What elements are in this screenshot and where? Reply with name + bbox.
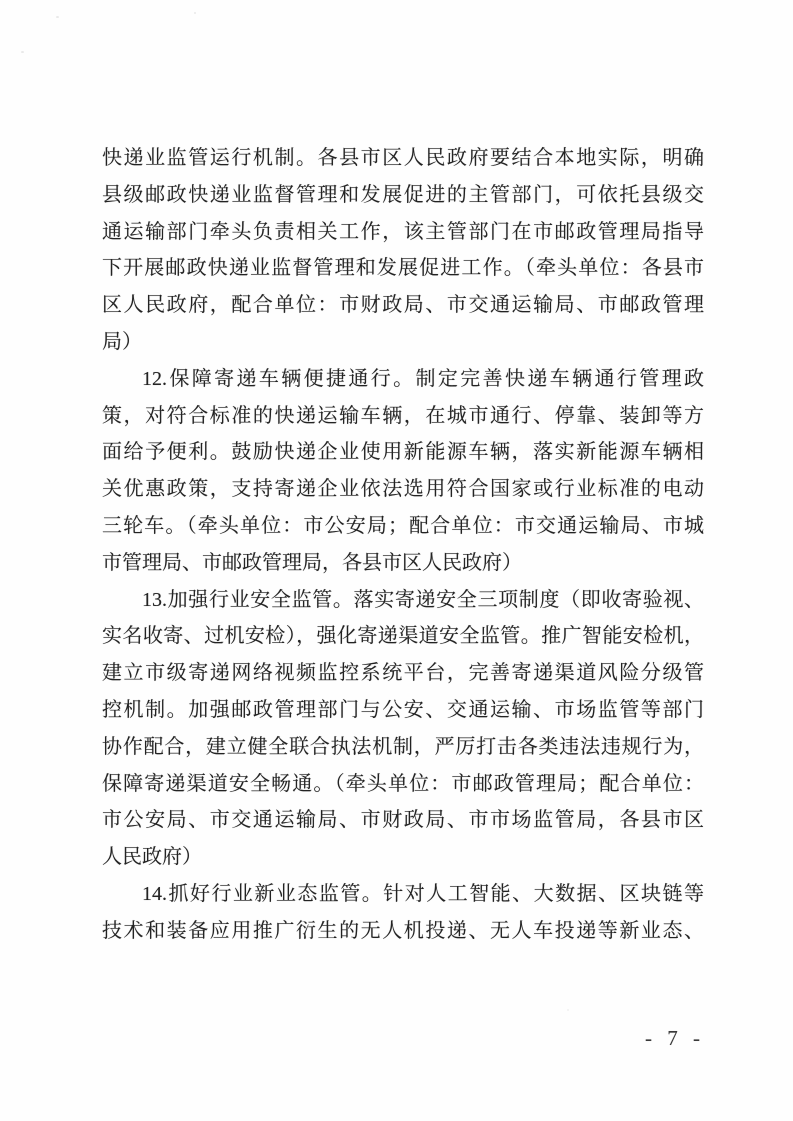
text-line: 关优惠政策，支持寄递企业依法选用符合国家或行业标准的电动 [102,478,704,501]
text-line: 市公安局、市交通运输局、市财政局、市市场监管局，各县市区 [102,809,704,832]
text-line: 13.加强行业安全监管。落实寄递安全三项制度（即收寄验视、 [142,588,704,611]
text-line: 14.抓好行业新业态监管。针对人工智能、大数据、区块链等 [142,882,704,905]
text-line: 三轮车。（牵头单位：市公安局；配合单位：市交通运输局、市城 [102,514,704,537]
scan-speck [194,12,196,14]
scan-speck [21,51,24,53]
text-line: 建立市级寄递网络视频监控系统平台，完善寄递渠道风险分级管 [102,662,704,685]
text-line: 实名收寄、过机安检），强化寄递渠道安全监管。推广智能安检机， [102,625,704,648]
text-line: 下开展邮政快递业监督管理和发展促进工作。（牵头单位：各县市 [102,257,704,280]
text-line: 12.保障寄递车辆便捷通行。制定完善快递车辆通行管理政 [142,367,704,390]
page-number: - 7 - [645,1026,705,1050]
text-line: 县级邮政快递业监督管理和发展促进的主管部门，可依托县级交 [102,183,704,206]
text-line: 面给予便利。鼓励快递企业使用新能源车辆，落实新能源车辆相 [102,441,704,464]
scan-speck [567,1009,569,1011]
paragraph-1 [102,140,704,361]
text-line: 快递业监管运行机制。各县市区人民政府要结合本地实际，明确 [102,147,704,169]
paragraph-2 [102,361,704,582]
paragraph-4 [102,876,704,950]
scan-speck [56,16,59,18]
document-body [102,140,704,950]
text-line: 保障寄递渠道安全畅通。（牵头单位：市邮政管理局；配合单位： [102,772,704,795]
text-line: 局） [102,330,142,353]
text-line: 区人民政府，配合单位：市财政局、市交通运输局、市邮政管理 [102,294,704,317]
text-line: 人民政府） [102,846,202,869]
text-line: 市管理局、市邮政管理局，各县市区人民政府） [102,551,522,574]
text-line: 技术和装备应用推广衍生的无人机投递、无人车投递等新业态、 [102,919,704,942]
text-line: 策，对符合标准的快递运输车辆，在城市通行、停靠、装卸等方 [102,404,704,427]
text-line: 协作配合，建立健全联合执法机制，严厉打击各类违法违规行为， [102,735,704,758]
paragraph-3 [102,582,704,876]
text-line: 通运输部门牵头负责相关工作，该主管部门在市邮政管理局指导 [102,220,704,243]
text-line: 控机制。加强邮政管理部门与公安、交通运输、市场监管等部门 [102,698,704,721]
